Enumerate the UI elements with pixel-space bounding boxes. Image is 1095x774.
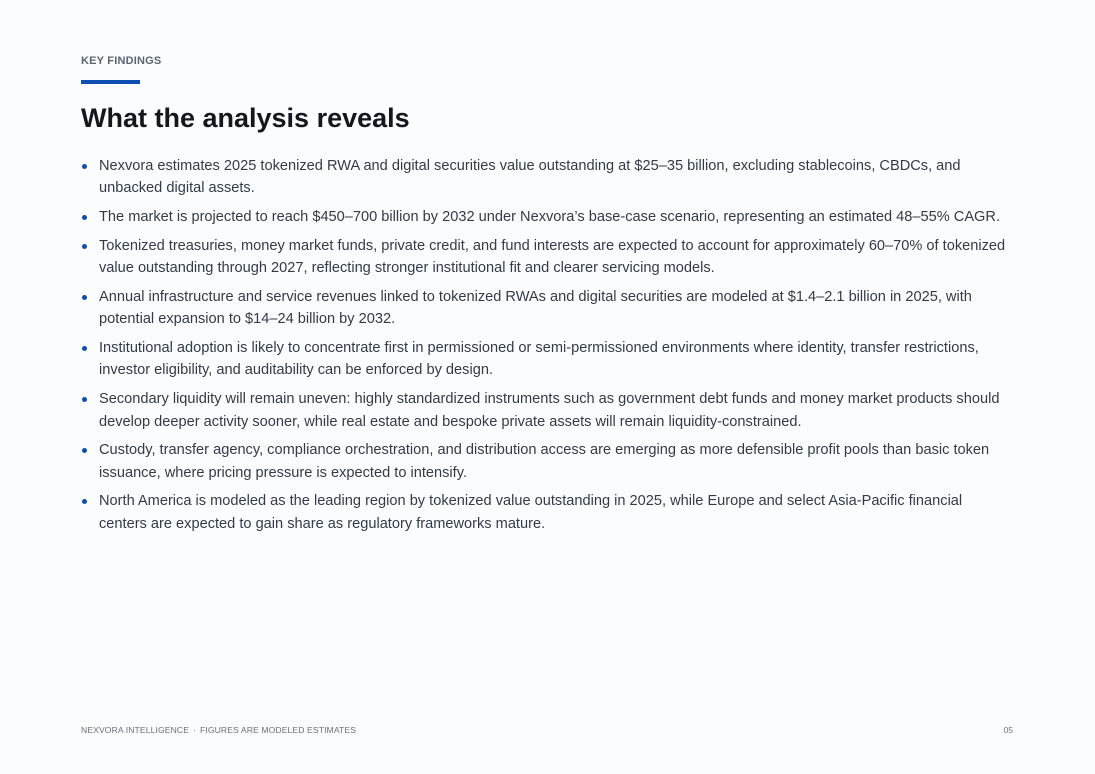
accent-bar [81,80,140,84]
finding-item [81,439,1011,484]
finding-text: Tokenized treasuries, money market funds, private credit, and fund interests are expected to account for approximately 60–70% of tokenized value outstanding through 2027, reflecting stronger institutional fit and clearer servicing models. [99,237,1006,277]
finding-item [81,235,1011,280]
finding-item [81,490,1011,535]
bullet-dot-icon [82,499,87,504]
section-eyebrow: KEY FINDINGS [81,55,162,67]
finding-item [81,337,1011,382]
finding-text: Custody, transfer agency, compliance orchestration, and distribution access are emerging as more defensible profit pools than basic token issuance, where pricing pressure is expected to intensify. [99,442,990,481]
page-title: What the analysis reveals [81,103,410,133]
footer-brand: NEXVORA INTELLIGENCE [81,725,190,735]
finding-text: The market is projected to reach $450–700 billion by 2032 under Nexvora’s base-case scenario, representing an estimated 48–55% CAGR. [99,209,1001,226]
footer-note: FIGURES ARE MODELED ESTIMATES [200,725,357,735]
finding-item [81,388,1011,433]
bullet-dot-icon [82,346,87,351]
footer-source [81,725,356,735]
finding-item [81,206,1011,228]
finding-text: Annual infrastructure and service revenues linked to tokenized RWAs and digital securities are modeled at $1.4–2.1 billion in 2025, with potential expansion to $14–24 billion by 2032. [99,288,972,328]
bullet-dot-icon [82,397,87,402]
bullet-dot-icon [82,164,87,169]
findings-list [81,155,1011,541]
bullet-dot-icon [82,215,87,220]
finding-text: North America is modeled as the leading region by tokenized value outstanding in 2025, while Europe and select Asia-Pacific financial centers are expected to gain share as regulatory frameworks mature. [99,493,963,532]
bullet-dot-icon [82,295,87,300]
bullet-dot-icon [82,244,87,249]
bullet-dot-icon [82,448,87,453]
finding-item [81,155,1011,200]
finding-text: Nexvora estimates 2025 tokenized RWA and digital securities value outstanding at $25–35 billion, excluding stablecoins, CBDCs, and unbacked digital assets. [99,158,961,197]
finding-item [81,286,1011,331]
footer-separator: · [193,725,196,735]
finding-text: Secondary liquidity will remain uneven: highly standardized instruments such as government debt funds and money market products should develop deeper activity sooner, while real estate and bespoke private assets will remain liquidity-constrained. [99,391,1000,430]
finding-text: Institutional adoption is likely to concentrate first in permissioned or semi-permissioned environments where identity, transfer restrictions, investor eligibility, and auditability can be enforced by design. [99,340,979,379]
page-number: 05 [1003,725,1013,735]
